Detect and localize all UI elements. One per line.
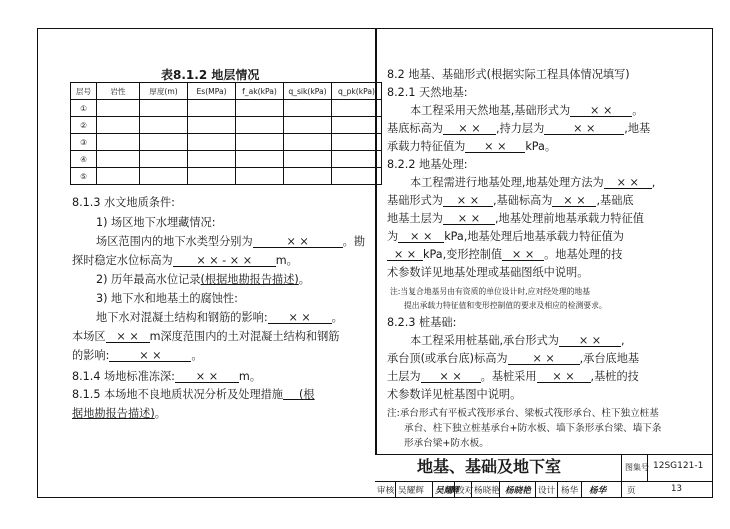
text-span: 地基土层为 (387, 212, 443, 225)
text-span: m。 (275, 254, 298, 267)
table-row (71, 100, 382, 117)
stratum-table (70, 82, 382, 185)
adverse-geology-line-2 (72, 407, 166, 421)
header-layer-no: 层号 (71, 83, 97, 100)
drawing-title: 地基、基础及地下室 (417, 457, 562, 476)
text-span: 。 (154, 407, 166, 420)
layer-no: ② (71, 117, 97, 134)
text-span: 地下水对混凝土结构和钢筋的影响: (96, 311, 268, 324)
ground-treatment-line-1 (410, 176, 655, 190)
pile-foundation-line-4: 术参数详见桩基图中说明。 (387, 388, 522, 401)
title-block-mid-rule (375, 481, 713, 482)
underlined-text: (根 (299, 388, 315, 401)
table-title: 表8.1.2 地层情况 (161, 68, 260, 82)
item-3-heading: 3) 地下水和地基土的腐蚀性: (96, 292, 238, 305)
note-2-line-2: 承台、柱下独立桩基承台+防水板、墙下条形承台梁、墙下条 (404, 423, 662, 434)
blank-field: × × (421, 371, 481, 383)
reviewer-signature: 吴耀辉 (435, 486, 457, 496)
underlined-text: (根据地勘报告描述) (200, 273, 299, 286)
item-1-heading: 1) 场区地下水埋藏情况: (96, 216, 216, 229)
text-span: 承载力特征值为 (387, 140, 466, 153)
checker-signature: 杨晓艳 (505, 486, 531, 496)
text-span: 基底标高为 (387, 122, 443, 135)
checker-name: 杨晓艳 (474, 486, 500, 496)
text-span: , (651, 176, 656, 189)
text-span: kPa,地基处理后地基承载力特征值为 (444, 230, 624, 243)
adverse-geology-line (72, 388, 315, 402)
header-fak: f_ak(kPa) (236, 83, 284, 100)
text-span: 8.1.5 本场地不良地质状况分析及处理措施 (72, 388, 284, 401)
text-span: 土层为 (387, 370, 421, 383)
title-block-separator (621, 481, 622, 498)
note-1-line-1: 注:当复合地基另由有资质的单位设计时,应对经处理的地基 (390, 287, 591, 296)
blank-field (283, 388, 299, 400)
blank-field: × × (537, 371, 591, 383)
water-level-line (72, 254, 298, 268)
blank-field: × × (544, 123, 624, 135)
header-qsik: q_sik(kPa) (284, 83, 332, 100)
text-span: 基础形式为 (387, 194, 443, 207)
layer-no: ① (71, 100, 97, 117)
text-span: ,地基 (624, 122, 651, 135)
text-span: 的影响: (72, 349, 110, 362)
text-span: 本工程采用桩基础,承台形式为 (410, 334, 559, 347)
pile-foundation-line-1 (410, 334, 625, 348)
title-block-separator (395, 481, 396, 498)
blank-field: × × (604, 177, 652, 189)
ground-treatment-line-4 (387, 230, 624, 244)
title-block (375, 454, 713, 498)
ground-treatment-line-2 (387, 194, 634, 208)
text-span: kPa,变形控制值 (423, 248, 503, 261)
header-lithology: 岩性 (97, 83, 140, 100)
text-span: 。 (298, 273, 310, 286)
note-2-line-3: 形承台梁+防水板。 (404, 438, 489, 449)
pile-foundation-line-3 (387, 370, 639, 384)
header-thickness: 厚度(m) (140, 83, 188, 100)
table-header-row (71, 83, 382, 100)
review-label: 审核 (377, 486, 395, 496)
section-8-1-3-heading: 8.1.3 水文地质条件: (72, 196, 175, 209)
text-span: 探时稳定水位标高为 (72, 254, 173, 267)
text-span: ,基础标高为 (492, 194, 553, 207)
text-span: 。勘 (342, 235, 366, 248)
text-span: 。地基处理的技 (544, 248, 623, 261)
ground-treatment-line-6: 术参数详见地基处理或基础图纸中说明。 (387, 266, 589, 279)
note-1-line-2: 提出承载力特征值和变形控制值的要求及相应的检测要求。 (404, 301, 607, 310)
layer-no: ④ (71, 151, 97, 168)
text-span: m深度范围内的土对混凝土结构和钢筋 (149, 330, 340, 343)
reviewer-name: 吴耀辉 (398, 486, 424, 496)
header-qpk: q_pk(kPa) (332, 83, 382, 100)
blank-field: × × (268, 312, 332, 324)
blank-field: × × (508, 353, 580, 365)
blank-field: × × (387, 249, 423, 261)
blank-field: × × (253, 236, 343, 248)
section-8-2-2-heading: 8.2.2 地基处理: (387, 158, 468, 171)
blank-field: × × (443, 123, 496, 135)
page-label: 页 (627, 486, 636, 496)
section-8-2-heading: 8.2 地基、基础形式(根据实际工程具体情况填写) (387, 68, 630, 81)
text-span: 场区范围内的地下水类型分别为 (96, 235, 253, 248)
text-span: 。 (191, 349, 203, 362)
layer-no: ⑤ (71, 168, 97, 185)
designer-signature: 杨华 (589, 486, 607, 496)
highest-water-line (96, 273, 310, 287)
title-block-separator (557, 481, 558, 498)
text-span: 承台顶(或承台底)标高为 (387, 352, 508, 365)
text-span: 2) 历年最高水位记录 (96, 273, 201, 286)
text-span: ,基础底 (596, 194, 634, 207)
text-span: ,地基处理前地基承载力特征值 (494, 212, 644, 225)
text-span: 本工程需进行地基处理,地基处理方法为 (410, 176, 604, 189)
natural-foundation-line-3 (387, 140, 556, 154)
text-span: , (621, 334, 625, 347)
title-block-top-rule (375, 454, 713, 455)
section-8-2-3-heading: 8.2.3 桩基础: (387, 316, 457, 329)
soil-depth-line (72, 330, 339, 344)
soil-effect-line (72, 349, 203, 363)
title-block-separator (581, 481, 582, 498)
table-row (71, 117, 382, 134)
text-span: 。 (331, 311, 343, 324)
underlined-text: 据地勘报告描述) (72, 407, 155, 420)
designer-name: 杨华 (561, 486, 579, 496)
text-span: 。基桩采用 (480, 370, 537, 383)
text-span: ,持力层为 (495, 122, 545, 135)
title-block-separator (432, 481, 433, 498)
blank-field: × × (552, 195, 596, 207)
section-8-2-1-heading: 8.2.1 天然地基: (387, 86, 468, 99)
check-label: 校对 (456, 486, 474, 496)
table-row (71, 168, 382, 185)
text-span: 为 (387, 230, 399, 243)
text-span: ,承台底地基 (579, 352, 640, 365)
blank-field: × × (398, 231, 444, 243)
blank-field: × × (109, 350, 191, 362)
note-2-line-1: 注:承台形式有平板式筏形承台、梁板式筏形承台、柱下独立桩基 (387, 408, 659, 419)
natural-foundation-line-2 (387, 122, 650, 136)
blank-field: × × - × × (173, 255, 276, 267)
blank-field: × × (106, 331, 150, 343)
atlas-number-label: 图集号 (625, 463, 649, 472)
atlas-number: 12SG121-1 (653, 461, 704, 471)
pile-foundation-line-2 (387, 352, 639, 366)
groundwater-effect-line (96, 311, 343, 325)
text-span: 。 (632, 104, 644, 117)
blank-field: × × (443, 213, 495, 225)
title-block-separator (535, 481, 536, 498)
text-span: m。 (238, 370, 262, 383)
page-number: 13 (671, 484, 682, 494)
text-span: 本工程采用天然地基,基础形式为 (410, 104, 571, 117)
ground-treatment-line-3 (387, 212, 644, 226)
table-row (71, 134, 382, 151)
ground-treatment-line-5 (387, 248, 622, 262)
table-row (71, 151, 382, 168)
blank-field: × × (465, 141, 525, 153)
title-block-separator (621, 454, 622, 481)
layer-no: ③ (71, 134, 97, 151)
blank-field: × × (570, 105, 632, 117)
text-span: 8.1.4 场地标准冻深: (72, 370, 175, 383)
frost-depth-line (72, 370, 261, 384)
blank-field: × × (502, 249, 544, 261)
text-span: 本场区 (72, 330, 106, 343)
text-span: kPa。 (525, 140, 557, 153)
groundwater-type-line (96, 235, 365, 249)
natural-foundation-line-1 (410, 104, 643, 118)
header-es: Es(MPa) (188, 83, 236, 100)
blank-field: × × (559, 335, 621, 347)
design-label: 设计 (538, 486, 556, 496)
blank-field: × × (443, 195, 493, 207)
text-span: ,基桩的技 (590, 370, 639, 383)
blank-field: × × (175, 371, 239, 383)
